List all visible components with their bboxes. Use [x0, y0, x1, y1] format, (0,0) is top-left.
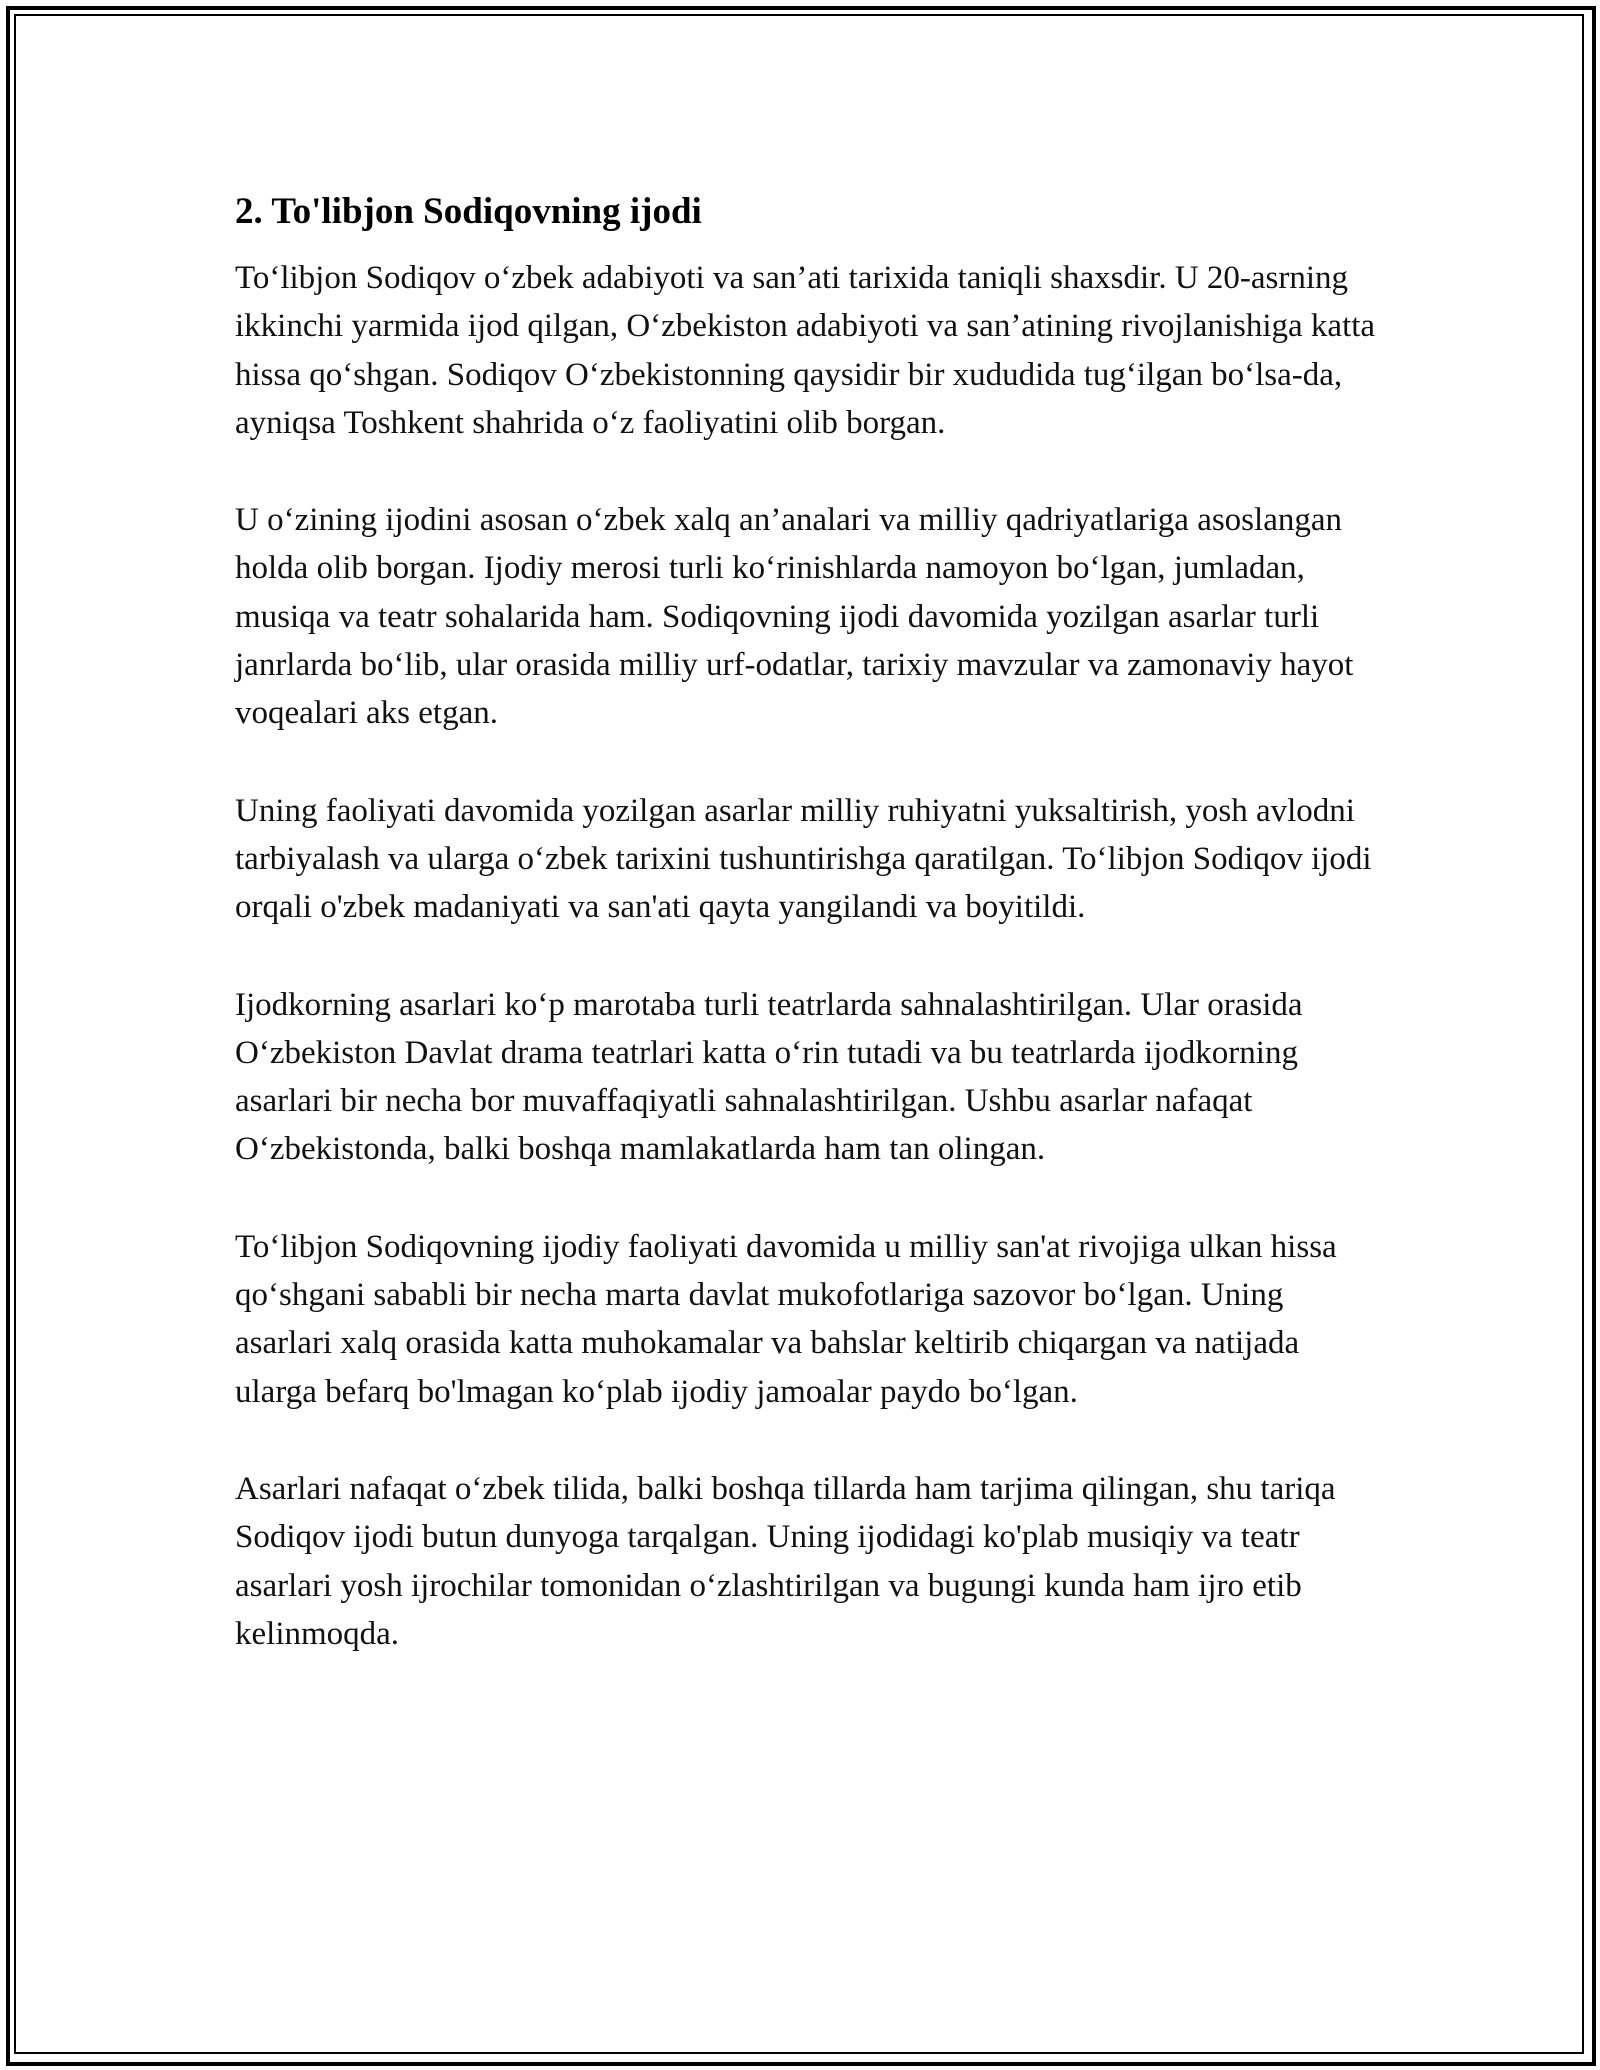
- paragraph-5: To‘libjon Sodiqovning ijodiy faoliyati davomida u milliy san'at rivojiga ulkan hissa qo‘shgani sababli bir necha marta davlat mukofotlariga sazovor bo‘lgan. Uning asarlari xalq orasida katta muhokamalar va bahslar keltirib chiqargan va natijada ularga befarq bo'lmagan ko‘plab ijodiy jamoalar paydo bo‘lgan.: [235, 1228, 1337, 1410]
- paragraph-1: To‘libjon Sodiqov o‘zbek adabiyoti va san’ati tarixida taniqli shaxsdir. U 20-asrning ikkinchi yarmida ijod qilgan, O‘zbekiston adabiyoti va san’atining rivojlanishiga katta hissa qo‘shgan. Sodiqov O‘zbekistonning qaysidir bir xududida tug‘ilgan bo‘lsa-da, ayniqsa Toshkent shahrida o‘z faoliyatini olib borgan.: [235, 260, 1376, 441]
- paragraph-3: Uning faoliyati davomida yozilgan asarlar milliy ruhiyatni yuksaltirish, yosh avlodni tarbiyalash va ularga o‘zbek tarixini tushuntirishga qaratilgan. To‘libjon Sodiqov ijodi orqali o'zbek madaniyati va san'ati qayta yangilandi va boyitildi.: [235, 792, 1372, 926]
- paragraph-6: Asarlari nafaqat o‘zbek tilida, balki boshqa tillarda ham tarjima qilingan, shu tariqa Sodiqov ijodi butun dunyoga tarqalgan. Uning ijodidagi ko'plab musiqiy va teatr asarlari yosh ijrochilar tomonidan o‘zlashtirilgan va bugungi kunda ham ijro etib kelinmoqda.: [235, 1470, 1336, 1652]
- paragraph-2: U o‘zining ijodini asosan o‘zbek xalq an’analari va milliy qadriyatlariga asoslangan holda olib borgan. Ijodiy merosi turli ko‘rinishlarda namoyon bo‘lgan, jumladan, musiqa va teatr sohalarida ham. Sodiqovning ijodi davomida yozilgan asarlar turli janrlarda bo‘lib, ular orasida milliy urf-odatlar, tarixiy mavzular va zamonaviy hayot voqealari aks etgan.: [235, 502, 1354, 732]
- document-body: [235, 188, 1385, 1707]
- section-heading: 2. To'libjon Sodiqovning ijodi: [235, 191, 702, 232]
- paragraph-4: Ijodkorning asarlari ko‘p marotaba turli teatrlarda sahnalashtirilgan. Ular orasida O‘zbekiston Davlat drama teatrlari katta o‘rin tutadi va bu teatrlarda ijodkorning asarlari bir necha bor muvaffaqiyatli sahnalashtirilgan. Ushbu asarlar nafaqat O‘zbekistonda, balki boshqa mamlakatlarda ham tan olingan.: [235, 986, 1303, 1168]
